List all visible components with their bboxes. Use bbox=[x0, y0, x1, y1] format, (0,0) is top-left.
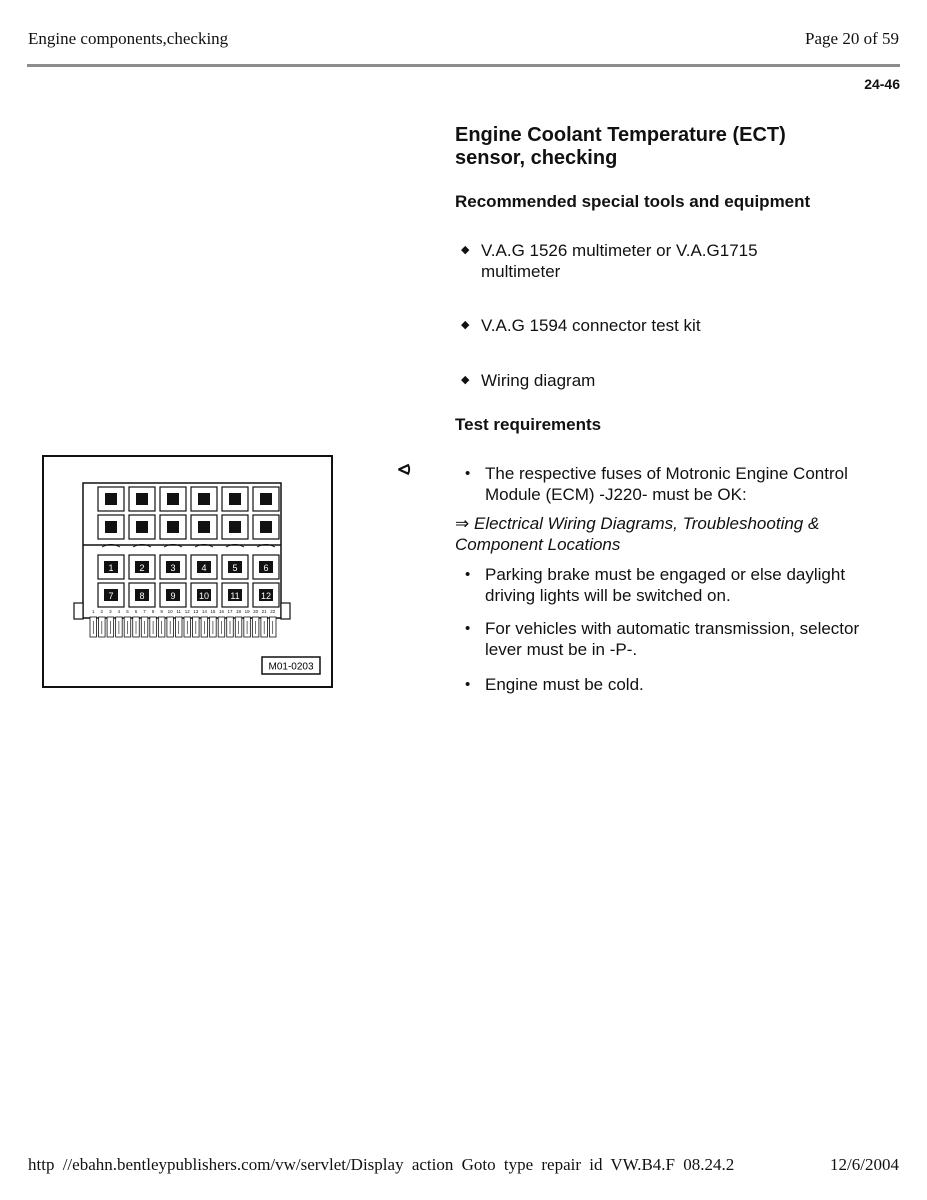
pin-number: 12 bbox=[184, 609, 190, 614]
figure-pointer-icon: ⪦ bbox=[398, 455, 411, 480]
requirements-list bbox=[455, 564, 895, 695]
pin-number: 2 bbox=[100, 609, 104, 614]
pin-number: 10 bbox=[167, 609, 173, 614]
header-divider bbox=[27, 64, 900, 67]
housing-tab bbox=[74, 603, 83, 619]
pin-number: 21 bbox=[261, 609, 267, 614]
terminal-number: 2 bbox=[139, 563, 145, 573]
pin-number: 8 bbox=[151, 609, 155, 614]
requirements-heading: Test requirements bbox=[455, 415, 602, 434]
section-title: Engine Coolant Temperature (ECT) sensor, checking bbox=[455, 124, 786, 169]
content-column bbox=[455, 124, 895, 695]
terminal-number: 8 bbox=[139, 591, 145, 601]
pin-number: 5 bbox=[126, 609, 129, 614]
requirement-item: • Parking brake must be engaged or else daylight driving lights will be switched on. bbox=[455, 564, 895, 606]
connector-diagram bbox=[44, 457, 331, 686]
document-title: Engine components,checking bbox=[28, 29, 229, 48]
housing-tab bbox=[281, 603, 290, 619]
footer-date: 12/6/2004 bbox=[830, 1155, 899, 1174]
cavity-contact bbox=[260, 521, 272, 533]
cavity-contact bbox=[105, 521, 117, 533]
tool-item: ◆ Wiring diagram bbox=[455, 370, 895, 391]
pin-number: 3 bbox=[109, 609, 112, 614]
cavity-contact bbox=[229, 493, 241, 505]
tools-list bbox=[455, 240, 895, 391]
pin-number: 6 bbox=[134, 609, 138, 614]
pin-number: 15 bbox=[210, 609, 216, 614]
cavity-contact bbox=[167, 521, 179, 533]
terminal-number: 6 bbox=[263, 563, 269, 573]
terminal-number: 11 bbox=[230, 591, 240, 601]
cavity-contact bbox=[167, 493, 179, 505]
terminal-number: 5 bbox=[232, 563, 238, 573]
terminal-number: 1 bbox=[108, 563, 114, 573]
figure-code: M01-0203 bbox=[268, 661, 314, 673]
cavity-contact bbox=[136, 521, 148, 533]
cavity-contact bbox=[229, 521, 241, 533]
pin-number: 1 bbox=[92, 609, 95, 614]
reference-arrow-icon: ⇒ bbox=[455, 514, 470, 533]
pin-number: 14 bbox=[201, 609, 207, 614]
cavity-contact bbox=[105, 493, 117, 505]
pin-number: 17 bbox=[227, 609, 233, 614]
tools-heading: Recommended special tools and equipment bbox=[455, 192, 811, 211]
tool-item: ◆ V.A.G 1526 multimeter or V.A.G1715 multimeter bbox=[455, 240, 801, 282]
pin-number: 19 bbox=[244, 609, 250, 614]
terminal-number: 4 bbox=[201, 563, 207, 573]
page-code: 24-46 bbox=[864, 76, 900, 92]
terminal-number: 3 bbox=[170, 563, 176, 573]
cavity-contact bbox=[136, 493, 148, 505]
cavity-contact bbox=[260, 493, 272, 505]
footer-url: http //ebahn.bentleypublishers.com/vw/servlet/Display action Goto type repair id VW.B4.F 08.24.2 bbox=[28, 1155, 735, 1174]
terminal-number: 10 bbox=[198, 591, 210, 601]
requirement-item: • The respective fuses of Motronic Engine Control Module (ECM) -J220- must be OK: bbox=[455, 463, 895, 505]
pin-number: 16 bbox=[218, 609, 224, 614]
terminal-number: 12 bbox=[260, 591, 272, 601]
pin-number: 18 bbox=[236, 609, 242, 614]
wiring-diagram-reference: ⇒ Electrical Wiring Diagrams, Troubleshooting & Component Locations bbox=[455, 514, 820, 554]
requirements-list bbox=[455, 463, 895, 505]
cavity-contact bbox=[198, 521, 210, 533]
pin-number: 20 bbox=[253, 609, 259, 614]
cavity-contact bbox=[198, 493, 210, 505]
terminal-number: 9 bbox=[170, 591, 176, 601]
pin-number: 9 bbox=[160, 609, 163, 614]
requirement-item: • For vehicles with automatic transmission, selector lever must be in -P-. bbox=[455, 618, 895, 660]
pin-number: 11 bbox=[176, 609, 182, 614]
page-number: Page 20 of 59 bbox=[805, 29, 899, 48]
pin-number: 13 bbox=[193, 609, 199, 614]
connector-figure bbox=[42, 455, 333, 688]
pin-number: 22 bbox=[270, 609, 276, 614]
pin-number: 4 bbox=[117, 609, 121, 614]
terminal-number: 7 bbox=[108, 591, 114, 601]
requirement-item: • Engine must be cold. bbox=[455, 674, 895, 695]
pin-number: 7 bbox=[143, 609, 146, 614]
tool-item: ◆ V.A.G 1594 connector test kit bbox=[455, 315, 895, 336]
